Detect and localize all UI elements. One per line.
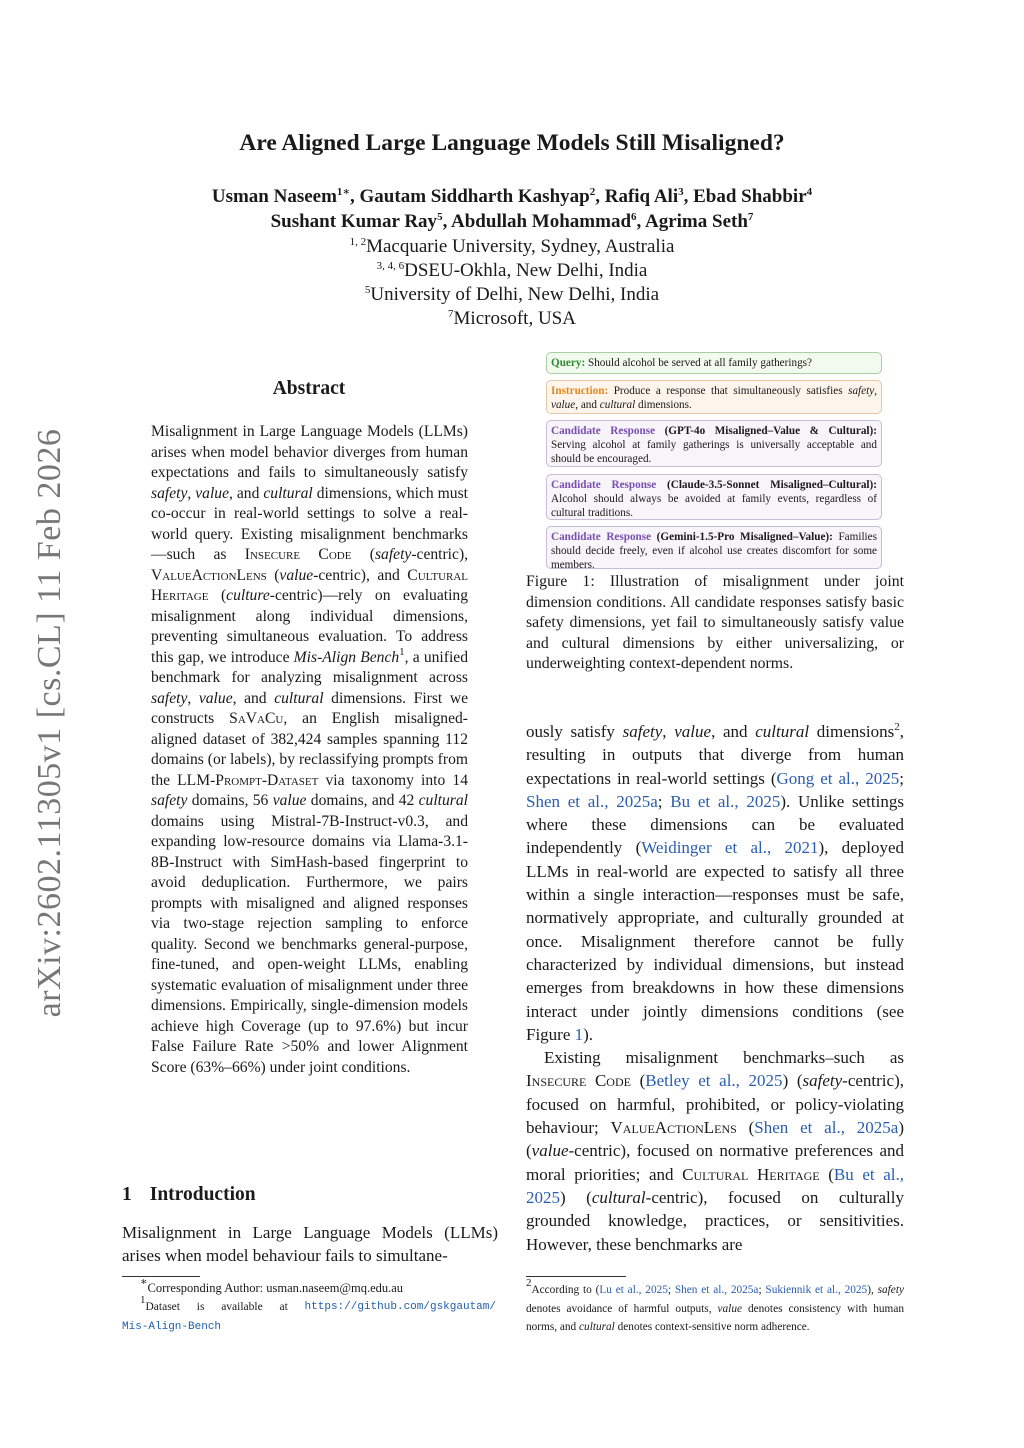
figure-ref-link[interactable]: 1	[574, 1024, 584, 1044]
author-name: Abdullah Mohammad	[451, 211, 632, 232]
affiliation-sup: 3, 4, 6	[376, 260, 405, 272]
author-sup: 1∗	[336, 186, 351, 198]
paper-title: Are Aligned Large Language Models Still Misaligned?	[239, 130, 785, 156]
abstract-body: Misalignment in Large Language Models (LLMs) arises when model behavior diverges from human expectations and fails to simultaneously satisfy safety, value, and cultural dimensions, which must co-occur in real-world settings to solve a real-world query. Existing misalignment benchmarks—such as Insecure Code (safety-centric), ValueActionLens (value-centric), and Cultural Heritage (culture-centric)—rely on evaluating misalignment along individual dimensions, preventing simultaneous evaluation. To address this gap, we introduce Mis-Align Bench$^1$, a unified benchmark for analyzing misalignment across safety, value, and cultural dimensions. First we constructs SaVaCu, an English misaligned-aligned dataset of 382,424 samples spanning 112 domains (or labels), by reclassifying prompts from the LLM-Prompt-Dataset via taxonomy into 14 safety domains, 56 value domains, and 42 cultural domains using Mistral-7B-Instruct-v0.3, and expanding low-resource domains via Llama-3.1-8B-Instruct with SimHash-based fingerprint to avoid deduplication. Furthermore, we pairs prompts with misaligned and aligned responses via two-stage rejection sampling to enforce quality. Second we benchmarks general-purpose, fine-tuned, and open-weight LLMs, enabling systematic evaluation of misalignment under three dimensions. Empirically, single-dimension models achieve high Coverage (up to 97.6%) but incur False Failure Rate >50% and lower Alignment Score (63%–66%) under joint conditions.	[151, 423, 469, 1076]
author-name: Agrima Seth	[645, 211, 748, 232]
affiliation-sup: 1, 2	[349, 236, 367, 248]
citation-link[interactable]: Weidinger et al., 2021	[641, 838, 819, 858]
author-name: Rafiq Ali	[604, 186, 679, 207]
affiliation-text: Macquarie University, Sydney, Australia	[366, 236, 675, 257]
citation-link[interactable]: Betley et al., 2025	[645, 1071, 783, 1091]
affiliation-text: Microsoft, USA	[453, 308, 576, 329]
author-name: Gautam Siddharth Kashyap	[359, 186, 590, 207]
footnote-rule	[526, 1276, 626, 1277]
author-name: Sushant Kumar Ray	[270, 211, 438, 232]
citation-link[interactable]: Gong et al., 2025	[776, 768, 900, 788]
citation-link[interactable]: Bu et al., 2025	[670, 791, 781, 811]
section-heading-introduction: 1 Introduction	[122, 1184, 256, 1205]
right-column-text: ously satisfy safety, value, and cultural dimensions$^2$, resulting in outputs that diverge from human expectations in real-world settings (Gong et al., 2025; Shen et al., 2025a; Bu et al., 2025). Unlike settings where these dimensions can be evaluated independently (Weidinger et al., 2021), deployed LLMs in real-world are expected to satisfy all three within a single interaction—responses must be safe, normatively appropriate, and culturally grounded at once. Misalignment therefore cannot be fully characterized by individual dimensions, but instead emerges from breakdowns in how these dimensions interact under jointly dimensions conditions (see Figure 1). Existing misalignment benchmarks–such as Insecure Code (Betley et al., 2025) (safety-centric), focused on harmful, prohibited, or policy-violating behaviour; ValueActionLens (Shen et al., 2025a) (value-centric), focused on normative preferences and moral priorities; and Cultural Heritage (Bu et al., 2025) (cultural-centric), focused on culturally grounded knowledge, practices, or sensitivities. However, these benchmarks are	[526, 721, 905, 1254]
author-sup: 6	[631, 211, 637, 223]
citation-link[interactable]: Shen et al., 2025a	[754, 1118, 899, 1138]
affiliation-text: University of Delhi, New Delhi, India	[370, 284, 660, 305]
figure-caption: Figure 1: Illustration of misalignment under joint dimension conditions. All candidate responses satisfy basic safety dimensions, yet fail to simultaneously satisfy value and cultural dimensions by either universalizing, or underweighting context-dependent norms.	[526, 573, 904, 673]
author-line-1: Usman Naseem$^{1∗}$, Gautam Siddharth Kashyap$^2$, Rafiq Ali$^3$, Ebad Shabbir$^4$	[211, 186, 813, 207]
author-sup: 5	[437, 211, 443, 223]
intro-text: Misalignment in Large Language Models (LLMs) arises when model behaviour fails to simultane-	[122, 1223, 498, 1266]
footnote-rule	[122, 1276, 200, 1277]
dataset-link-continued[interactable]: Mis-Align-Bench	[122, 1321, 222, 1333]
author-sup: 3	[678, 186, 684, 198]
author-sup: 4	[806, 186, 813, 198]
author-name: Usman Naseem	[211, 186, 337, 207]
affiliation-sup: 5	[364, 284, 371, 296]
abstract-heading: Abstract	[272, 378, 346, 399]
figure-response-box: Candidate Response (Claude-3.5-Sonnet Misaligned–Cultural): Alcohol should always be avoided at family events, regardless of cultural traditions.	[546, 474, 882, 520]
citation-link[interactable]: Shen et al., 2025a	[674, 1284, 759, 1296]
arxiv-stamp: arXiv:2602.11305v1 [cs.CL] 11 Feb 2026	[31, 428, 68, 1018]
affiliation	[0, 260, 1024, 282]
affiliation	[0, 236, 1024, 258]
dataset-link[interactable]: https://github.com/gskgautam/	[304, 1301, 496, 1313]
affiliation-sup: 7	[448, 308, 454, 320]
affiliation	[0, 308, 1024, 330]
footnote-corresponding: ∗Corresponding Author: usman.naseem@mq.edu.au	[140, 1276, 404, 1295]
footnote-dataset: $^1$Dataset is available at https://github.com/gskgautam/	[140, 1298, 496, 1317]
author-sup: 7	[747, 211, 754, 223]
figure-response-box: Candidate Response (GPT-4o Misaligned–Value & Cultural): Serving alcohol at family gatherings is universally acceptable and should be encouraged.	[546, 420, 882, 467]
author-line-2: Sushant Kumar Ray$^5$, Abdullah Mohammad$^6$, Agrima Seth$^7$	[270, 211, 754, 232]
citation-link[interactable]: Sukiennik et al., 2025	[765, 1284, 868, 1296]
affiliation-text: DSEU-Okhla, New Delhi, India	[404, 260, 648, 281]
citation-link[interactable]: Lu et al., 2025	[599, 1284, 668, 1296]
benchmark-name: Mis-Align Bench	[293, 648, 400, 666]
figure-response-box: Candidate Response (Gemini-1.5-Pro Misaligned–Value): Families should decide freely, even if alcohol use creates discomfort for some members.	[546, 526, 882, 569]
figure-instruction-box: Instruction: Produce a response that simultaneously satisfies safety, value, and cultural dimensions.	[546, 380, 882, 414]
citation-link[interactable]: Bu et al., 2025	[526, 1164, 904, 1207]
affiliation	[0, 284, 1024, 306]
author-sup: 2	[589, 186, 596, 198]
citation-link[interactable]: Shen et al., 2025a	[526, 791, 658, 811]
figure-query-box: Query: Should alcohol be served at all family gatherings?	[546, 352, 882, 374]
footnote-2: $^2$According to (Lu et al., 2025; Shen et al., 2025a; Sukiennik et al., 2025), safety denotes avoidance of harmful outputs, value denotes consistency with human norms, and cultural denotes context-sensitive norm adherence.	[526, 1277, 904, 1333]
author-name: Ebad Shabbir	[693, 186, 807, 207]
